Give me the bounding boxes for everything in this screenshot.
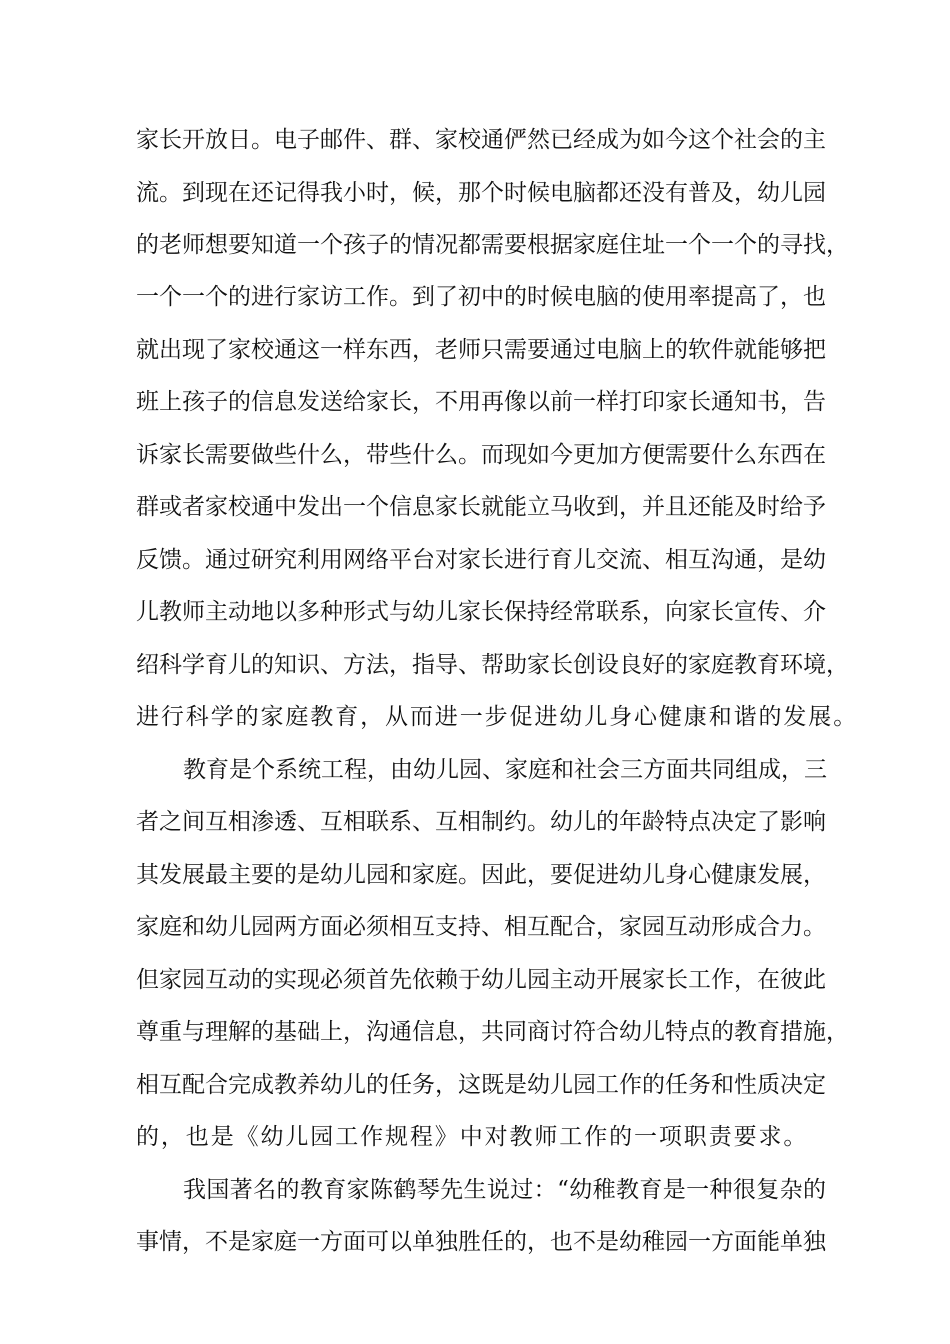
paragraph-1-line-12: 进行科学的家庭教育，从而进一步促进幼儿身心健康和谐的发展。: [136, 704, 859, 730]
paragraph-1-line-6: 班上孩子的信息发送给家长，不用再像以前一样打印家长通知书，告: [136, 389, 826, 415]
paragraph-1-line-2: 流。到现在还记得我小时，候，那个时候电脑都还没有普及，幼儿园: [136, 180, 826, 206]
paragraph-2-line-2: 者之间互相渗透、互相联系、互相制约。幼儿的年龄特点决定了影响: [136, 809, 826, 835]
paragraph-3-line-1: 我国著名的教育家陈鹤琴先生说过：“幼稚教育是一种很复杂的: [183, 1177, 826, 1203]
paragraph-3-line-2: 事情，不是家庭一方面可以单独胜任的，也不是幼稚园一方面能单独: [136, 1229, 826, 1255]
paragraph-1-line-7: 诉家长需要做些什么，带些什么。而现如今更加方便需要什么东西在: [136, 442, 826, 468]
paragraph-2-line-6: 尊重与理解的基础上，沟通信息，共同商讨符合幼儿特点的教育措施，: [136, 1019, 849, 1045]
paragraph-1-line-1: 家长开放日。电子邮件、群、家校通俨然已经成为如今这个社会的主: [136, 127, 826, 153]
paragraph-1-line-9: 反馈。通过研究利用网络平台对家长进行育儿交流、相互沟通，是幼: [136, 547, 826, 573]
paragraph-1-line-11: 绍科学育儿的知识、方法，指导、帮助家长创设良好的家庭教育环境，: [136, 652, 849, 678]
paragraph-2-line-1: 教育是个系统工程，由幼儿园、家庭和社会三方面共同组成，三: [183, 757, 827, 783]
paragraph-2-line-8: 的，也是《幼儿园工作规程》中对教师工作的一项职责要求。: [136, 1124, 809, 1150]
paragraph-1-line-8: 群或者家校通中发出一个信息家长就能立马收到，并且还能及时给予: [136, 494, 826, 520]
paragraph-1-line-3: 的老师想要知道一个孩子的情况都需要根据家庭住址一个一个的寻找，: [136, 232, 849, 258]
paragraph-2-line-3: 其发展最主要的是幼儿园和家庭。因此，要促进幼儿身心健康发展，: [136, 862, 826, 888]
paragraph-1-line-4: 一个一个的进行家访工作。到了初中的时候电脑的使用率提高了，也: [136, 284, 826, 310]
paragraph-2-line-7: 相互配合完成教养幼儿的任务，这既是幼儿园工作的任务和性质决定: [136, 1072, 826, 1098]
paragraph-1-line-10: 儿教师主动地以多种形式与幼儿家长保持经常联系，向家长宣传、介: [136, 599, 826, 625]
paragraph-2-line-4: 家庭和幼儿园两方面必须相互支持、相互配合，家园互动形成合力。: [136, 914, 826, 940]
paragraph-2-line-5: 但家园互动的实现必须首先依赖于幼儿园主动开展家长工作，在彼此: [136, 967, 826, 993]
paragraph-1-line-5: 就出现了家校通这一样东西，老师只需要通过电脑上的软件就能够把: [136, 337, 826, 363]
